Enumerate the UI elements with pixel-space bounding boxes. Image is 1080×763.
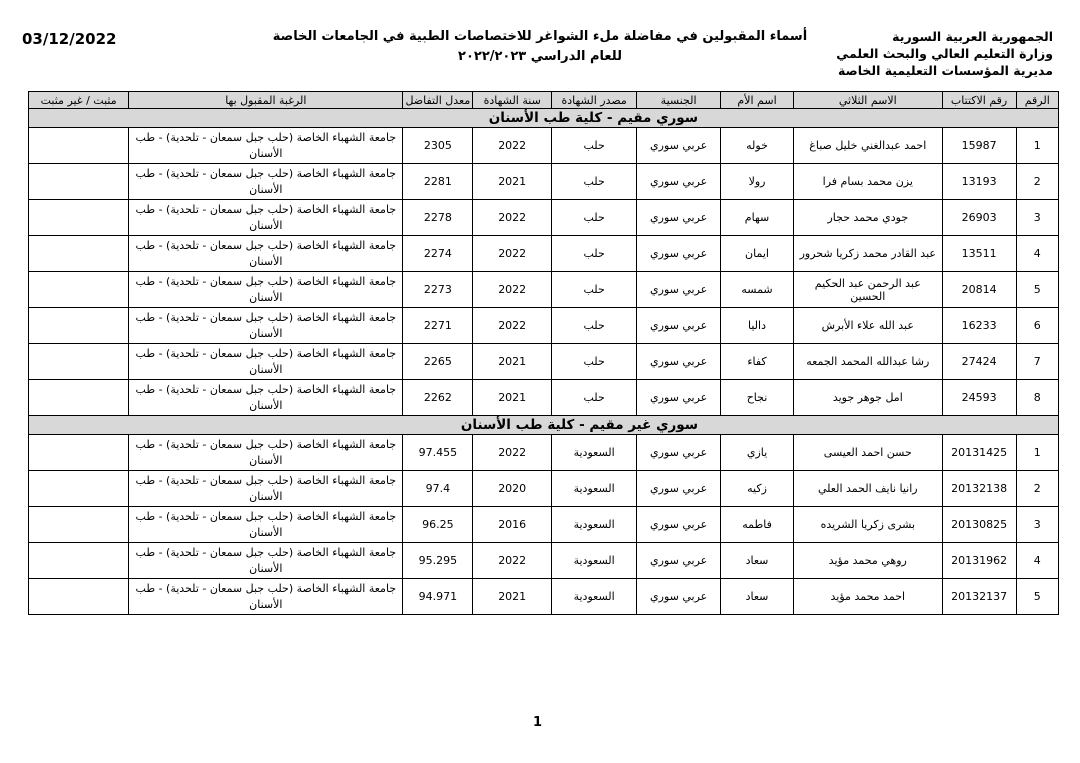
student-name-cell: جودي محمد حجار xyxy=(793,200,942,236)
certificate-source-cell: حلب xyxy=(552,128,637,164)
title-line-1: أسماء المقبولين في مفاضلة ملء الشواغر للاختصاصات الطبية في الجامعات الخاصة xyxy=(272,29,808,44)
status-cell xyxy=(29,128,129,164)
mother-name-cell: زكيه xyxy=(721,471,794,507)
section-title: سوري مقيم - كلية طب الأسنان xyxy=(29,109,1059,128)
nationality-cell: عربي سوري xyxy=(637,344,721,380)
certificate-source-cell: السعودية xyxy=(552,507,637,543)
student-name-cell: يزن محمد بسام فرا xyxy=(793,164,942,200)
country-line: الجمهورية العربية السورية xyxy=(892,29,1053,44)
row-number-cell: 4 xyxy=(1016,236,1058,272)
mother-name-cell: سهام xyxy=(721,200,794,236)
subscription-number-cell: 13511 xyxy=(942,236,1016,272)
row-number-cell: 1 xyxy=(1016,435,1058,471)
row-number-cell: 5 xyxy=(1016,579,1058,615)
certificate-source-cell: حلب xyxy=(552,380,637,416)
accepted-choice-cell: جامعة الشهباء الخاصة (حلب جبل سمعان - تلحدية) - طب الأسنان xyxy=(129,435,403,471)
status-cell xyxy=(29,380,129,416)
certificate-source-cell: حلب xyxy=(552,236,637,272)
score-cell: 94.971 xyxy=(403,579,473,615)
table-row xyxy=(29,435,1059,471)
certificate-source-cell: السعودية xyxy=(552,579,637,615)
table-header-row xyxy=(29,92,1059,109)
row-number-cell: 2 xyxy=(1016,471,1058,507)
student-name-cell: حسن احمد العيسى xyxy=(793,435,942,471)
document-title xyxy=(270,27,810,67)
directorate-line: مديرية المؤسسات التعليمية الخاصة xyxy=(838,63,1053,78)
score-cell: 95.295 xyxy=(403,543,473,579)
status-cell xyxy=(29,471,129,507)
status-cell xyxy=(29,200,129,236)
certificate-year-cell: 2022 xyxy=(473,200,552,236)
status-cell xyxy=(29,543,129,579)
subscription-number-cell: 27424 xyxy=(942,344,1016,380)
row-number-cell: 6 xyxy=(1016,308,1058,344)
certificate-source-cell: السعودية xyxy=(552,543,637,579)
certificate-year-cell: 2021 xyxy=(473,579,552,615)
certificate-year-cell: 2022 xyxy=(473,435,552,471)
accepted-choice-cell: جامعة الشهباء الخاصة (حلب جبل سمعان - تلحدية) - طب الأسنان xyxy=(129,200,403,236)
column-header: الرغبة المقبول بها xyxy=(129,92,403,109)
student-name-cell: احمد عبدالغني خليل صباغ xyxy=(793,128,942,164)
table-row xyxy=(29,236,1059,272)
accepted-choice-cell: جامعة الشهباء الخاصة (حلب جبل سمعان - تلحدية) - طب الأسنان xyxy=(129,344,403,380)
title-line-2: للعام الدراسي ٢٠٢٢/٢٠٢٣ xyxy=(458,49,622,64)
certificate-year-cell: 2020 xyxy=(473,471,552,507)
score-cell: 2273 xyxy=(403,272,473,308)
subscription-number-cell: 20131962 xyxy=(942,543,1016,579)
student-name-cell: رشا عبدالله المحمد الجمعه xyxy=(793,344,942,380)
status-cell xyxy=(29,164,129,200)
subscription-number-cell: 20131425 xyxy=(942,435,1016,471)
column-header: مصدر الشهادة xyxy=(552,92,637,109)
table-row xyxy=(29,344,1059,380)
nationality-cell: عربي سوري xyxy=(637,272,721,308)
table-row xyxy=(29,471,1059,507)
certificate-year-cell: 2021 xyxy=(473,164,552,200)
column-header: رقم الاكتتاب xyxy=(942,92,1016,109)
accepted-choice-cell: جامعة الشهباء الخاصة (حلب جبل سمعان - تلحدية) - طب الأسنان xyxy=(129,579,403,615)
document-date: 03/12/2022 xyxy=(22,30,117,48)
row-number-cell: 5 xyxy=(1016,272,1058,308)
certificate-source-cell: حلب xyxy=(552,164,637,200)
subscription-number-cell: 15987 xyxy=(942,128,1016,164)
nationality-cell: عربي سوري xyxy=(637,128,721,164)
nationality-cell: عربي سوري xyxy=(637,507,721,543)
certificate-year-cell: 2022 xyxy=(473,128,552,164)
ministry-header xyxy=(836,28,1053,79)
certificate-year-cell: 2022 xyxy=(473,272,552,308)
accepted-choice-cell: جامعة الشهباء الخاصة (حلب جبل سمعان - تلحدية) - طب الأسنان xyxy=(129,380,403,416)
status-cell xyxy=(29,344,129,380)
nationality-cell: عربي سوري xyxy=(637,164,721,200)
score-cell: 97.4 xyxy=(403,471,473,507)
certificate-source-cell: السعودية xyxy=(552,435,637,471)
table-row xyxy=(29,543,1059,579)
student-name-cell: رانيا نايف الحمد العلي xyxy=(793,471,942,507)
column-header: الاسم الثلاثي xyxy=(793,92,942,109)
mother-name-cell: خوله xyxy=(721,128,794,164)
accepted-choice-cell: جامعة الشهباء الخاصة (حلب جبل سمعان - تلحدية) - طب الأسنان xyxy=(129,471,403,507)
certificate-source-cell: حلب xyxy=(552,308,637,344)
section-row xyxy=(29,109,1059,128)
column-header: سنة الشهادة xyxy=(473,92,552,109)
status-cell xyxy=(29,435,129,471)
certificate-source-cell: حلب xyxy=(552,344,637,380)
table-row xyxy=(29,579,1059,615)
column-header: الجنسية xyxy=(637,92,721,109)
table-row xyxy=(29,128,1059,164)
certificate-year-cell: 2021 xyxy=(473,380,552,416)
student-name-cell: روهي محمد مؤيد xyxy=(793,543,942,579)
ministry-line: وزارة التعليم العالي والبحث العلمي xyxy=(836,46,1053,61)
mother-name-cell: كفاء xyxy=(721,344,794,380)
column-header: الرقم xyxy=(1016,92,1058,109)
status-cell xyxy=(29,507,129,543)
nationality-cell: عربي سوري xyxy=(637,236,721,272)
table-row xyxy=(29,200,1059,236)
subscription-number-cell: 26903 xyxy=(942,200,1016,236)
score-cell: 2265 xyxy=(403,344,473,380)
certificate-year-cell: 2016 xyxy=(473,507,552,543)
admissions-table xyxy=(28,91,1059,615)
table-row xyxy=(29,507,1059,543)
mother-name-cell: ايمان xyxy=(721,236,794,272)
nationality-cell: عربي سوري xyxy=(637,308,721,344)
score-cell: 2271 xyxy=(403,308,473,344)
mother-name-cell: فاطمه xyxy=(721,507,794,543)
mother-name-cell: رولا xyxy=(721,164,794,200)
mother-name-cell: سعاد xyxy=(721,543,794,579)
score-cell: 2274 xyxy=(403,236,473,272)
score-cell: 96.25 xyxy=(403,507,473,543)
certificate-source-cell: حلب xyxy=(552,200,637,236)
column-header: اسم الأم xyxy=(721,92,794,109)
table-body xyxy=(29,109,1059,615)
accepted-choice-cell: جامعة الشهباء الخاصة (حلب جبل سمعان - تلحدية) - طب الأسنان xyxy=(129,272,403,308)
accepted-choice-cell: جامعة الشهباء الخاصة (حلب جبل سمعان - تلحدية) - طب الأسنان xyxy=(129,128,403,164)
row-number-cell: 3 xyxy=(1016,507,1058,543)
score-cell: 2278 xyxy=(403,200,473,236)
accepted-choice-cell: جامعة الشهباء الخاصة (حلب جبل سمعان - تلحدية) - طب الأسنان xyxy=(129,236,403,272)
accepted-choice-cell: جامعة الشهباء الخاصة (حلب جبل سمعان - تلحدية) - طب الأسنان xyxy=(129,507,403,543)
nationality-cell: عربي سوري xyxy=(637,200,721,236)
section-row xyxy=(29,416,1059,435)
accepted-choice-cell: جامعة الشهباء الخاصة (حلب جبل سمعان - تلحدية) - طب الأسنان xyxy=(129,308,403,344)
section-title: سوري غير مقيم - كلية طب الأسنان xyxy=(29,416,1059,435)
student-name-cell: عبد الله علاء الأبرش xyxy=(793,308,942,344)
status-cell xyxy=(29,308,129,344)
accepted-choice-cell: جامعة الشهباء الخاصة (حلب جبل سمعان - تلحدية) - طب الأسنان xyxy=(129,164,403,200)
row-number-cell: 4 xyxy=(1016,543,1058,579)
nationality-cell: عربي سوري xyxy=(637,435,721,471)
score-cell: 2281 xyxy=(403,164,473,200)
score-cell: 97.455 xyxy=(403,435,473,471)
mother-name-cell: سعاد xyxy=(721,579,794,615)
page-number: 1 xyxy=(533,715,543,730)
status-cell xyxy=(29,579,129,615)
row-number-cell: 2 xyxy=(1016,164,1058,200)
row-number-cell: 8 xyxy=(1016,380,1058,416)
certificate-year-cell: 2022 xyxy=(473,543,552,579)
student-name-cell: احمد محمد مؤيد xyxy=(793,579,942,615)
student-name-cell: بشرى زكريا الشريده xyxy=(793,507,942,543)
nationality-cell: عربي سوري xyxy=(637,380,721,416)
table-row xyxy=(29,308,1059,344)
subscription-number-cell: 20132138 xyxy=(942,471,1016,507)
nationality-cell: عربي سوري xyxy=(637,543,721,579)
certificate-year-cell: 2022 xyxy=(473,236,552,272)
student-name-cell: عبد القادر محمد زكريا شحرور xyxy=(793,236,942,272)
subscription-number-cell: 20130825 xyxy=(942,507,1016,543)
status-cell xyxy=(29,272,129,308)
mother-name-cell: داليا xyxy=(721,308,794,344)
table-row xyxy=(29,164,1059,200)
status-cell xyxy=(29,236,129,272)
certificate-year-cell: 2022 xyxy=(473,308,552,344)
accepted-choice-cell: جامعة الشهباء الخاصة (حلب جبل سمعان - تلحدية) - طب الأسنان xyxy=(129,543,403,579)
subscription-number-cell: 16233 xyxy=(942,308,1016,344)
student-name-cell: امل جوهر جويد xyxy=(793,380,942,416)
row-number-cell: 3 xyxy=(1016,200,1058,236)
mother-name-cell: شمسه xyxy=(721,272,794,308)
score-cell: 2305 xyxy=(403,128,473,164)
certificate-source-cell: السعودية xyxy=(552,471,637,507)
nationality-cell: عربي سوري xyxy=(637,471,721,507)
column-header: مثبت / غير مثبت xyxy=(29,92,129,109)
certificate-source-cell: حلب xyxy=(552,272,637,308)
subscription-number-cell: 20132137 xyxy=(942,579,1016,615)
score-cell: 2262 xyxy=(403,380,473,416)
row-number-cell: 7 xyxy=(1016,344,1058,380)
mother-name-cell: يازي xyxy=(721,435,794,471)
subscription-number-cell: 24593 xyxy=(942,380,1016,416)
student-name-cell: عبد الرحمن عبد الحكيم الحسين xyxy=(793,272,942,308)
certificate-year-cell: 2021 xyxy=(473,344,552,380)
subscription-number-cell: 20814 xyxy=(942,272,1016,308)
subscription-number-cell: 13193 xyxy=(942,164,1016,200)
table-row xyxy=(29,380,1059,416)
table-row xyxy=(29,272,1059,308)
row-number-cell: 1 xyxy=(1016,128,1058,164)
mother-name-cell: نجاح xyxy=(721,380,794,416)
column-header: معدل التفاضل xyxy=(403,92,473,109)
nationality-cell: عربي سوري xyxy=(637,579,721,615)
